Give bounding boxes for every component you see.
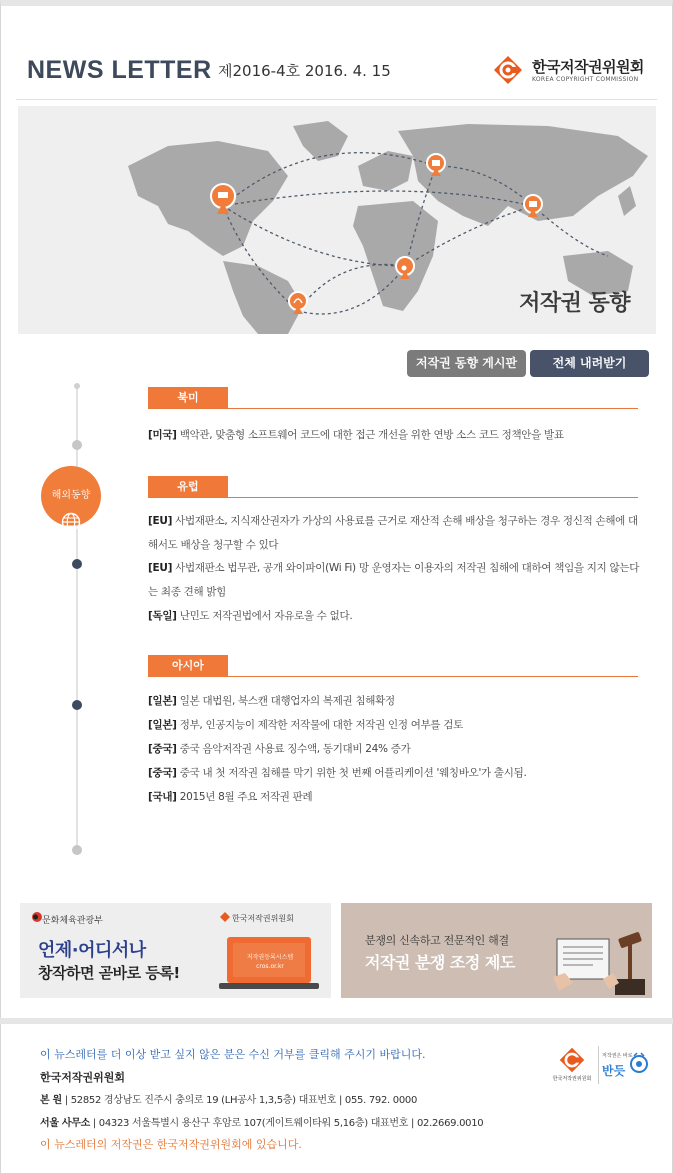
banner-title: 저작권 동향: [519, 291, 630, 316]
news-item-text: 2015년 8월 주요 저작권 판례: [176, 791, 313, 803]
news-item-tag: [EU]: [148, 562, 173, 574]
section-asia: [148, 655, 638, 677]
hq-address: [40, 1091, 417, 1106]
newsletter-title: NEWS LETTER: [27, 56, 212, 84]
news-item-text: 중국 음악저작권 사용료 징수액, 동기대비 24% 증가: [176, 743, 411, 755]
footer: [0, 1018, 673, 1174]
promo1-headline: 언제·어디서나: [38, 940, 146, 961]
news-item-text: 사법재판소 법무관, 공개 와이파이(Wi Fi) 망 운영자는 이용자의 저작권 침해에 대하여 책임을 지지 않는다는 최종 견해 밝힘: [148, 562, 640, 598]
news-item-text: 사법재판소, 지식재산권자가 가상의 사용료를 근거로 재산적 손해 배상을 청구하는 경우 정신적 손해에 대해서도 배상을 청구할 수 있다: [148, 515, 638, 551]
registration-promo-banner[interactable]: [20, 903, 331, 998]
hq-label: 본 원: [40, 1095, 62, 1106]
bandeut-logo: 반듯: [602, 1064, 626, 1078]
news-item-tag: [일본]: [148, 719, 177, 731]
news-item[interactable]: [148, 737, 643, 762]
timeline-dot: [72, 845, 82, 855]
issue-date: 제2016-4호 2016. 4. 15: [218, 62, 391, 80]
seoul-label: 서울 사무소: [40, 1118, 90, 1129]
news-item-tag: [미국]: [148, 429, 177, 441]
footer-logo-divider: [598, 1046, 599, 1084]
registration-url: cros.or.kr: [256, 963, 284, 970]
news-item[interactable]: [148, 689, 643, 714]
copyright-notice: 이 뉴스레터의 저작권은 한국저작권위원회에 있습니다.: [40, 1138, 302, 1151]
news-item-tag: [독일]: [148, 610, 177, 622]
news-item[interactable]: [148, 509, 643, 557]
section-tab-asia: 아시아: [148, 655, 228, 676]
trend-board-button[interactable]: 저작권 동향 게시판: [407, 350, 526, 377]
timeline-dot: [72, 559, 82, 569]
timeline-line: [76, 385, 78, 850]
globe-icon: [61, 512, 81, 532]
dispute-mediation-banner[interactable]: [341, 903, 652, 998]
footer-logos: [548, 1042, 648, 1088]
timeline-dot: [72, 700, 82, 710]
overseas-trend-badge: [41, 466, 101, 526]
kcc-logo[interactable]: [492, 54, 652, 90]
news-item-text: 일본 대법원, 북스캔 대행업자의 복제권 침해확정: [176, 695, 395, 707]
ministry-logo-icon: [32, 912, 42, 922]
world-map-banner: [18, 106, 656, 334]
kcc-logo-name: 한국저작권위원회: [532, 58, 644, 76]
news-item[interactable]: [148, 556, 643, 604]
promo1-subheadline: 창작하면 곧바로 등록!: [38, 964, 180, 982]
unsubscribe-link[interactable]: 이 뉴스레터를 더 이상 받고 싶지 않은 분은 수신 거부를 클릭해 주시기 바랍니다.: [40, 1048, 426, 1061]
section-europe: [148, 476, 638, 498]
footer-org-name: 한국저작권위원회: [40, 1071, 126, 1084]
header-divider: [16, 99, 657, 100]
bandeut-slogan: 저작권은 바로: [602, 1053, 633, 1059]
promo2-subheadline: 분쟁의 신속하고 전문적인 해결: [365, 934, 509, 947]
news-item-tag: [EU]: [148, 515, 173, 527]
news-item-tag: [중국]: [148, 743, 177, 755]
promo2-headline: 저작권 분쟁 조정 제도: [365, 953, 515, 972]
news-item[interactable]: [148, 785, 643, 810]
section-tab-north-america: 북미: [148, 387, 228, 408]
header: [0, 0, 673, 100]
footer-logo-name: 한국저작권위원회: [552, 1076, 592, 1082]
download-all-button[interactable]: 전체 내려받기: [530, 350, 649, 377]
news-item-text: 중국 내 첫 저작권 침해를 막기 위한 첫 번째 어플리케이션 '웨칭바오'가 출시됨.: [176, 767, 527, 779]
section-tab-europe: 유럽: [148, 476, 228, 497]
kcc-small-logo-icon: [220, 912, 230, 922]
kcc-name: 한국저작권위원회: [232, 914, 294, 923]
ministry-name: 문화체육관광부: [42, 916, 103, 926]
news-item-tag: [일본]: [148, 695, 177, 707]
kcc-logo-icon: [492, 54, 524, 86]
seoul-address-text: | 04323 서울특별시 용산구 후암로 107(게이트웨이타워 5,16층) 대표번호 | 02.2669.0010: [89, 1118, 484, 1129]
news-item-tag: [중국]: [148, 767, 177, 779]
registration-system-label: 저작권등록시스템: [246, 954, 294, 961]
overseas-trend-label: 해외동향: [51, 490, 91, 501]
news-item[interactable]: [148, 604, 643, 629]
news-item[interactable]: [148, 713, 643, 738]
news-item-text: 난민도 저작권법에서 자유로울 수 없다.: [176, 610, 353, 622]
news-item-tag: [국내]: [148, 791, 177, 803]
seoul-address: [40, 1114, 483, 1129]
gavel-document-icon: [553, 917, 649, 997]
news-item[interactable]: [148, 423, 643, 448]
section-north-america: [148, 387, 638, 409]
news-item[interactable]: [148, 761, 643, 786]
kcc-logo-sub: KOREA COPYRIGHT COMMISSION: [532, 76, 639, 83]
timeline-dot: [72, 440, 82, 450]
bandeut-mascot-icon: [630, 1052, 648, 1074]
timeline-dot: [74, 383, 80, 389]
news-item-text: 백악관, 맞춤형 소프트웨어 코드에 대한 접근 개선을 위한 연방 소스 코드 정책안을 발표: [176, 429, 564, 441]
hq-address-text: | 52852 경상남도 진주시 충의로 19 (LH공사 1,3,5층) 대표번호 | 055. 792. 0000: [61, 1095, 418, 1106]
kcc-footer-logo-icon: [558, 1046, 586, 1074]
news-item-text: 정부, 인공지능이 제작한 저작물에 대한 저작권 인정 여부를 검토: [176, 719, 463, 731]
